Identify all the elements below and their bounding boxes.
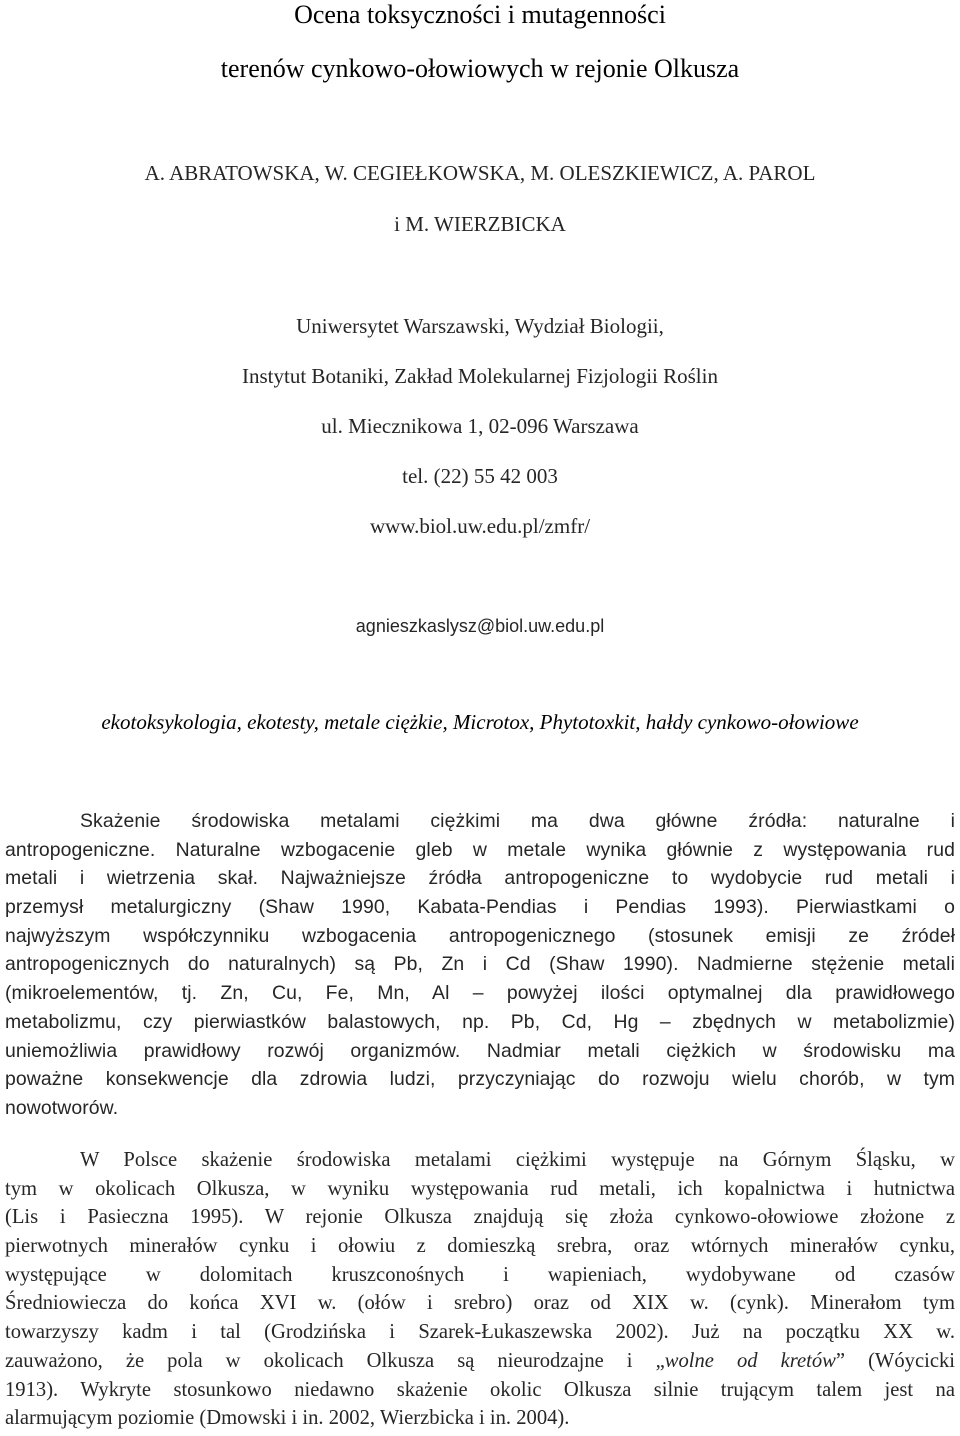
paragraph-line: towarzyszy kadm i tal (Grodzińska i Szarek-Łukaszewska 2002). Już na początku XX w.	[5, 1321, 955, 1344]
paragraph-line: 1913). Wykryte stosunkowo niedawno skażenie okolic Olkusza silnie trującym talem jest na	[5, 1378, 955, 1401]
affiliation-university: Uniwersytet Warszawski, Wydział Biologii,	[296, 314, 664, 338]
paragraph-line: przemysł metalurgiczny (Shaw 1990, Kabata-Pendias i Pendias 1993). Pierwiastkami o	[5, 896, 955, 919]
affiliation-address: ul. Miecznikowa 1, 02-096 Warszawa	[321, 414, 639, 438]
affiliation-institute: Instytut Botaniki, Zakład Molekularnej Fizjologii Roślin	[242, 364, 718, 388]
keywords: ekotoksykologia, ekotesty, metale ciężkie, Microtox, Phytotoxkit, hałdy cynkowo-ołowiowe	[101, 710, 859, 734]
paragraph-line: poważne konsekwencje dla zdrowia ludzi, przyczyniając do rozwoju wielu chorób, w tym	[5, 1068, 955, 1091]
paragraph-line: metali i wietrzenia skał. Najważniejsze źródła antropogeniczne to wydobycie rud metali i	[5, 867, 955, 890]
paragraph-line: najwyższym współczynniku wzbogacenia antropogenicznego (stosunek emisji ze źródeł	[5, 924, 955, 947]
affiliation-website: www.biol.uw.edu.pl/zmfr/	[369, 514, 591, 538]
paragraph-line: metabolizmu, czy pierwiastków balastowych, np. Pb, Cd, Hg – zbędnych w metabolizmie)	[5, 1010, 955, 1033]
quote-italic-phrase: wolne od kretów	[664, 1349, 836, 1372]
paragraph-line: (Lis i Pasieczna 1995). W rejonie Olkusza znajdują się złoża cynkowo-ołowiowe złożone z	[5, 1206, 955, 1229]
quote-line-after: ” (Wóycicki	[835, 1349, 955, 1372]
paragraph-line: Średniowiecza do końca XVI w. (ołów i srebro) oraz od XIX w. (cynk). Minerałom tym	[5, 1292, 955, 1315]
authors-line-1: A. ABRATOWSKA, W. CEGIEŁKOWSKA, M. OLESZKIEWICZ, A. PAROL	[144, 161, 816, 185]
paragraph-line: pierwotnych minerałów cynku i ołowiu z domieszką srebra, oraz wtórnych minerałów cynku,	[5, 1235, 955, 1258]
paragraph-line: uniemożliwia prawidłowy rozwój organizmów. Nadmiar metali ciężkich w środowisku ma	[5, 1039, 955, 1062]
paragraph-line: nowotworów.	[5, 1096, 119, 1119]
paragraph-line: alarmującym poziomie (Dmowski i in. 2002, Wierzbicka i in. 2004).	[5, 1407, 570, 1430]
paragraph-line: występujące w dolomitach kruszconośnych i wapieniach, wydobywane od czasów	[5, 1263, 955, 1286]
authors-line-2: i M. WIERZBICKA	[394, 212, 566, 236]
paper-title-line-2: terenów cynkowo-ołowiowych w rejonie Olkusza	[220, 54, 740, 83]
body-paragraph-1	[5, 807, 955, 1123]
paragraph-line: tym w okolicach Olkusza, w wyniku występowania rud metali, ich kopalnictwa i hutnictwa	[5, 1177, 955, 1200]
quote-line-before: zauważono, że pola w okolicach Olkusza są nieurodzajne i „	[5, 1349, 665, 1372]
paragraph-line-quote	[5, 1347, 955, 1376]
affiliation-email: agnieszkaslysz@biol.uw.edu.pl	[355, 616, 605, 636]
paragraph-line: W Polsce skażenie środowiska metalami ciężkimi występuje na Górnym Śląsku, w	[80, 1149, 955, 1171]
body-paragraph-2	[5, 1146, 955, 1433]
affiliation-phone: tel. (22) 55 42 003	[402, 464, 558, 488]
paragraph-line: (mikroelementów, tj. Zn, Cu, Fe, Mn, Al – powyżej ilości optymalnej dla prawidłowego	[5, 982, 955, 1005]
paragraph-line: Skażenie środowiska metalami ciężkimi ma dwa główne źródła: naturalne i	[80, 810, 955, 832]
paragraph-line: antropogenicznych do naturalnych) są Pb, Zn i Cd (Shaw 1990). Nadmierne stężenie metali	[5, 953, 955, 976]
paper-title-line-1: Ocena toksyczności i mutagenności	[294, 0, 666, 29]
paragraph-line: antropogeniczne. Naturalne wzbogacenie gleb w metale wynika głównie z występowania rud	[5, 838, 955, 861]
